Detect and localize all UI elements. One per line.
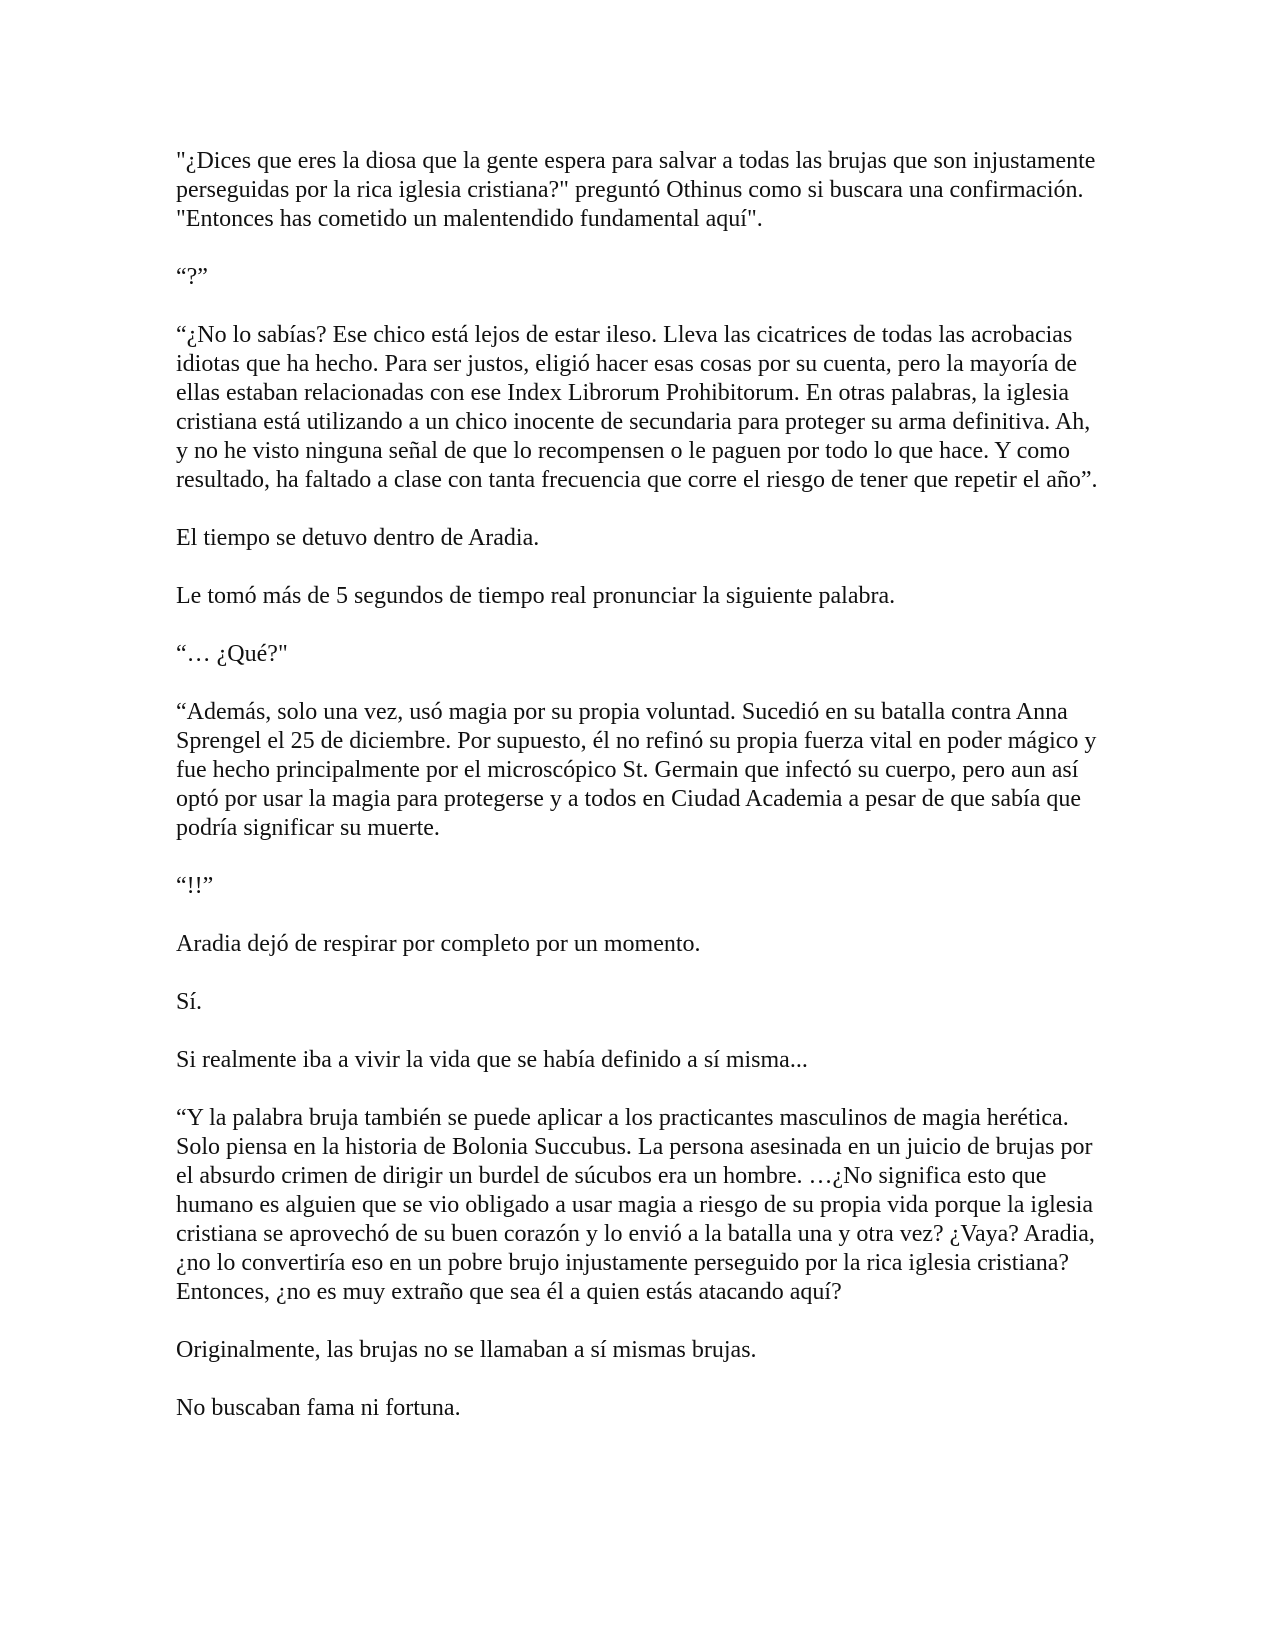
paragraph-13: Originalmente, las brujas no se llamaban a sí mismas brujas. — [176, 1337, 757, 1363]
paragraph-3: “¿No lo sabías? Ese chico está lejos de estar ileso. Lleva las cicatrices de todas las acrobacias idiotas que ha hecho. Para ser justos, eligió hacer esas cosas por su cuenta, pero la mayoría de ellas estaban relacionadas con ese Index Librorum Prohibitorum. En otras palabras, la iglesia cristiana está utilizando a un chico inocente de secundaria para proteger su arma definitiva. Ah, y no he visto ninguna señal de que lo recompensen o le paguen por todo lo que hace. Y como resultado, ha faltado a clase con tanta frecuencia que corre el riesgo de tener que repetir el año”. — [176, 322, 1098, 493]
paragraph-1: "¿Dices que eres la diosa que la gente espera para salvar a todas las brujas que son injustamente perseguidas por la rica iglesia cristiana?" preguntó Othinus como si buscara una confirmación. "Entonces has cometido un malentendido fundamental aquí". — [176, 148, 1096, 232]
document-page — [176, 147, 1106, 1452]
paragraph-6: “… ¿Qué?" — [176, 641, 288, 667]
paragraph-7: “Además, solo una vez, usó magia por su propia voluntad. Sucedió en su batalla contra Anna Sprengel el 25 de diciembre. Por supuesto, él no refinó su propia fuerza vital en poder mágico y fue hecho principalmente por el microscópico St. Germain que infectó su cuerpo, pero aun así optó por usar la magia para protegerse y a todos en Ciudad Academia a pesar de que sabía que podría significar su muerte. — [176, 699, 1097, 841]
paragraph-12: “Y la palabra bruja también se puede aplicar a los practicantes masculinos de magia herética. Solo piensa en la historia de Bolonia Succubus. La persona asesinada en un juicio de brujas por el absurdo crimen de dirigir un burdel de súcubos era un hombre. …¿No significa esto que humano es alguien que se vio obligado a usar magia a riesgo de su propia vida porque la iglesia cristiana se aprovechó de su buen corazón y lo envió a la batalla una y otra vez? ¿Vaya? Aradia, ¿no lo convertiría eso en un pobre brujo injustamente perseguido por la rica iglesia cristiana? Entonces, ¿no es muy extraño que sea él a quien estás atacando aquí? — [176, 1105, 1095, 1305]
paragraph-8: “!!” — [176, 873, 214, 899]
paragraph-11: Si realmente iba a vivir la vida que se había definido a sí misma... — [176, 1047, 808, 1073]
paragraph-2: “?” — [176, 264, 208, 290]
paragraph-5: Le tomó más de 5 segundos de tiempo real pronunciar la siguiente palabra. — [176, 583, 896, 609]
paragraph-10: Sí. — [176, 989, 203, 1015]
paragraph-4: El tiempo se detuvo dentro de Aradia. — [176, 525, 540, 551]
paragraph-14: No buscaban fama ni fortuna. — [176, 1395, 461, 1421]
paragraph-9: Aradia dejó de respirar por completo por un momento. — [176, 931, 701, 957]
